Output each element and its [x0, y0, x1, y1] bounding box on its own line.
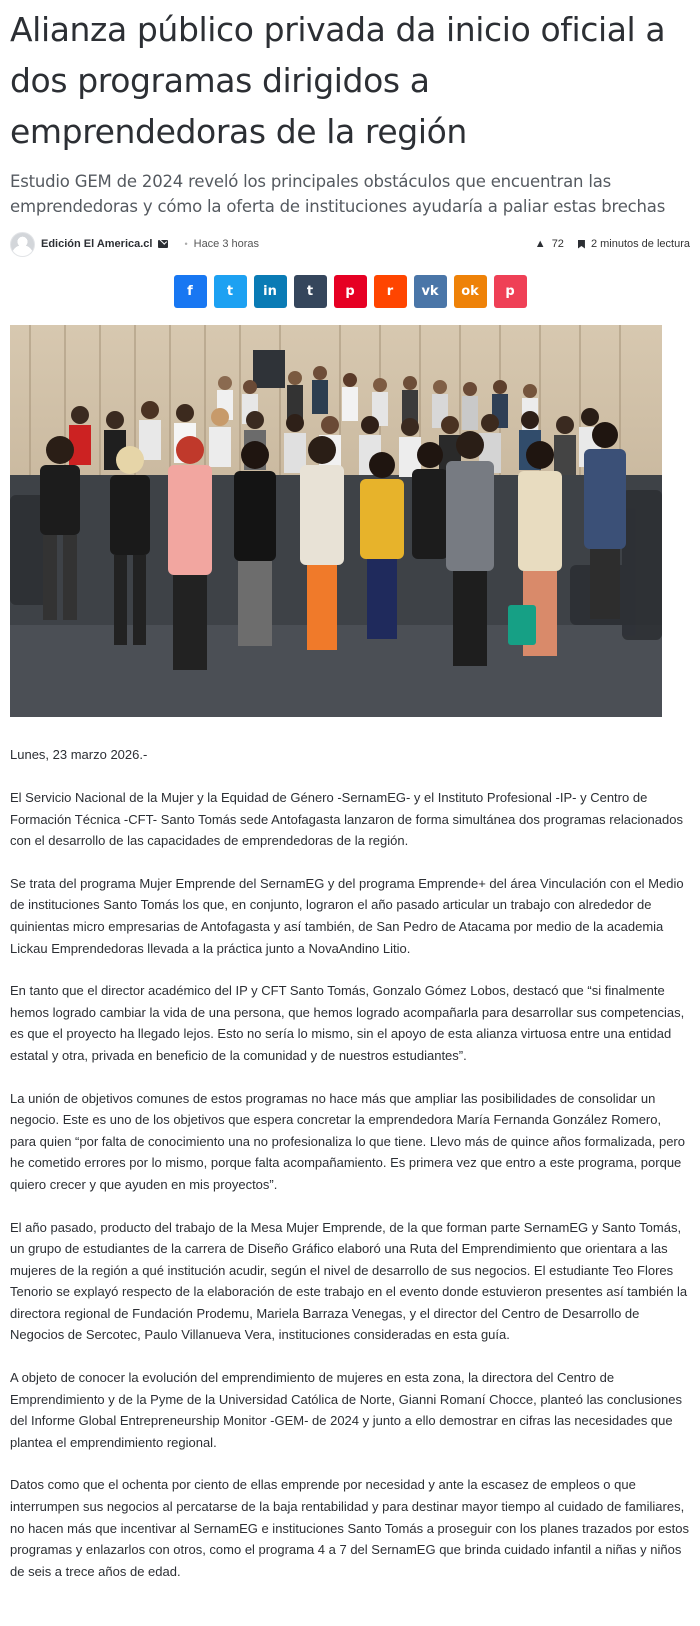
group-photo-image [10, 325, 662, 717]
reddit-icon: r [386, 284, 394, 299]
envelope-icon[interactable] [158, 240, 168, 248]
avatar[interactable] [10, 232, 35, 257]
meta-right [535, 238, 690, 250]
article-photo [10, 325, 662, 717]
share-bar [10, 275, 690, 308]
share-tumblr-button[interactable] [294, 275, 327, 308]
facebook-icon: f [187, 284, 193, 299]
article-date: Lunes, 23 marzo 2026.- [10, 747, 148, 762]
share-linkedin-button[interactable] [254, 275, 287, 308]
pocket-icon: p [505, 284, 515, 299]
fire-icon: ▲ [534, 238, 546, 250]
article-meta [10, 229, 690, 259]
paragraph: El año pasado, producto del trabajo de la Mesa Mujer Emprende, de la que forman parte SernamEG y Santo Tomás, un grupo de estudiantes de la carrera de Diseño Gráfico elaboró una Ruta del Emprendimiento que orientara a las mujeres de la región a qué institución acudir, según el nivel de desarrollo de sus negocios. El estudiante Teo Flores Tenorio se explayó respecto de la elaboración de este trabajo en el evento donde estuvieron presentes así también la directora regional de Fundación Prodemu, Mariela Barraza Venegas, y el director del Centro de Desarrollo de Negocios de Sercotec, Paulo Villanueva Vera, instituciones consideradas en esta guía. [10, 1219, 688, 1343]
share-reddit-button[interactable] [374, 275, 407, 308]
twitter-icon: t [226, 284, 234, 299]
article [0, 4, 700, 1626]
article-body [10, 787, 690, 1582]
share-pinterest-button[interactable] [334, 275, 367, 308]
pinterest-icon: p [345, 284, 355, 299]
paragraph: Datos como que el ochenta por ciento de ellas emprende por necesidad y ante la escasez de empleos o que interrumpen sus negocios al percatarse de la baja rentabilidad y para destinar mayor tiempo al cuidado de familiares, no hacen más que incentivar al SernamEG e instituciones Santo Tomás a proseguir con los planes trazados por estos programas y enlazarlos con otros, como el programa 4 a 7 del SernamEG que brinda cuidado infantil a niñas y niños de seis a trece años de edad. [10, 1477, 690, 1579]
paragraph: A objeto de conocer la evolución del emprendimiento de mujeres en esta zona, la directora del Centro de Emprendimiento y de la Pyme de la Universidad Católica de Norte, Gianni Romaní Chocce, planteó las conclusiones del Informe Global Entrepreneurship Monitor -GEM- de 2024 y junto a ello demostrar en cifras las necesidades que plantea el emprendimiento regional. [10, 1370, 683, 1450]
share-twitter-button[interactable] [214, 275, 247, 308]
paragraph: La unión de objetivos comunes de estos programas no hace más que ampliar las posibilidades de consolidar un negocio. Este es uno de los objetivos que espera concretar la emprendedora María Fernanda González Romero, para quien “por falta de conocimiento una no profesionaliza lo que tiene. Llevo más de quince años formalizada, pero he cometido errores por lo mismo, porque falta acompañamiento. Es primera vez que entro a este programa, porque quiero crecer y que ayuden en mis proyectos”. [10, 1090, 685, 1192]
bookmark-icon [578, 240, 585, 249]
paragraph: El Servicio Nacional de la Mujer y la Equidad de Género -SernamEG- y el Instituto Profesional -IP- y Centro de Formación Técnica -CFT- Santo Tomás sede Antofagasta lanzaron de forma simultánea dos programas relacionados con el desarrollo de las capacidades de emprendedoras de la región. [10, 790, 683, 849]
meta-left [10, 232, 259, 257]
separator-dot: • [184, 239, 188, 249]
article-title: Alianza público privada da inicio oficial a dos programas dirigidos a emprendedoras de la región [10, 10, 666, 151]
share-pocket-button[interactable] [494, 275, 527, 308]
paragraph: Se trata del programa Mujer Emprende del SernamEG y del programa Emprende+ del área Vinculación con el Medio de instituciones Santo Tomás los que, en conjunto, lograron el año pasado articular un trabajo con alrededor de quinientas micro empresarias de Antofagasta y así también, de San Pedro de Atacama por medio de la academia Lickau Emprendedoras llevada a la práctica junto a NovaAndino Litio. [10, 875, 684, 956]
share-odnoklassniki-button[interactable] [454, 275, 487, 308]
reading-time: 2 minutos de lectura [590, 238, 690, 250]
linkedin-icon: in [263, 284, 277, 299]
publish-time: Hace 3 horas [193, 238, 260, 250]
paragraph: En tanto que el director académico del IP y CFT Santo Tomás, Gonzalo Gómez Lobos, destacó que “si finalmente hemos logrado cambiar la vida de una persona, que hemos logrado acompañarla para desarrollar sus competencias, es que el proyecto ha llegado lejos. Esto no sería lo mismo, sin el apoyo de esta alianza virtuosa entre una entidad estatal y otra, privada en beneficio de la comunidad y de nuestros estudiantes”. [10, 983, 685, 1063]
tumblr-icon: t [306, 284, 314, 299]
views-count: 72 [551, 238, 564, 250]
share-vk-button[interactable] [414, 275, 447, 308]
share-facebook-button[interactable] [174, 275, 207, 308]
article-subtitle: Estudio GEM de 2024 reveló los principales obstáculos que encuentran las emprendedoras y cómo la oferta de instituciones ayudaría a paliar estas brechas [10, 172, 666, 216]
odnoklassniki-icon: ok [461, 284, 479, 299]
vk-icon: vk [421, 284, 439, 299]
author-link[interactable]: Edición El America.cl [41, 238, 153, 250]
